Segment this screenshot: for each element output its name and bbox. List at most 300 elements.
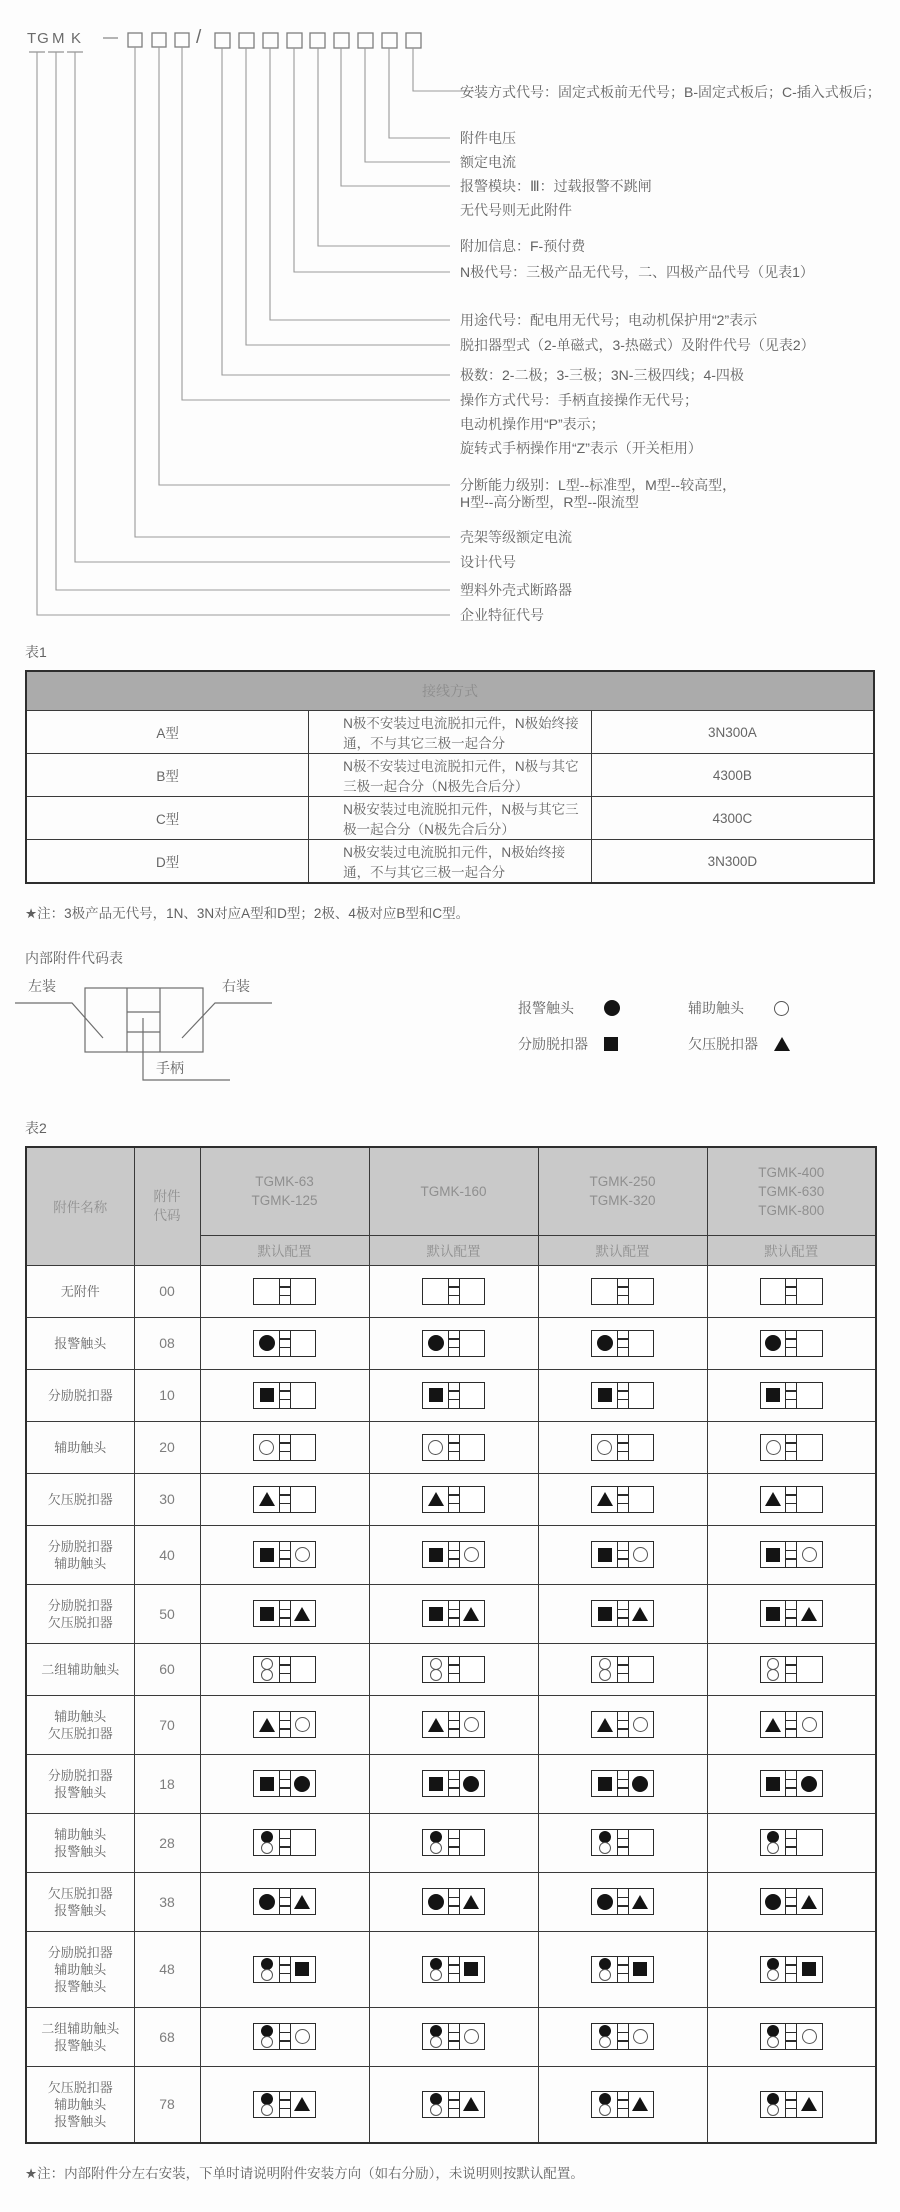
symbol-uv-icon <box>428 1492 444 1506</box>
stacked-symbols <box>261 1658 273 1681</box>
symbol-alarm-icon <box>632 1776 648 1792</box>
diagram-left-slot <box>253 2023 280 2050</box>
symbol-shunt-icon <box>766 1548 780 1562</box>
model-name: TGMK-630 <box>758 1183 825 1199</box>
diagram-right-slot <box>289 1770 316 1797</box>
diagram-left-slot <box>422 1829 449 1856</box>
table2-row <box>26 1931 876 2007</box>
diagram-handle-strip <box>448 1330 460 1357</box>
diagram-left-slot <box>760 1656 787 1683</box>
symbol-alarm-icon <box>463 1776 479 1792</box>
accessory-code: 18 <box>134 1754 200 1813</box>
symbol-alarm-icon <box>801 1776 817 1792</box>
accessory-section-heading: 内部附件代码表 <box>25 950 123 966</box>
config-diagram <box>591 1888 654 1915</box>
symbol-shunt-icon <box>429 1777 443 1791</box>
diagram-right-slot <box>458 2091 485 2118</box>
symbol-alarm-icon <box>597 1894 613 1910</box>
stacked-symbols <box>599 2093 611 2116</box>
accessory-name-line: 报警触头 <box>54 1902 107 1918</box>
stacked-symbols <box>767 2025 779 2048</box>
model-code-label: 无代号则无此附件 <box>460 202 572 218</box>
default-config-cell <box>707 1473 876 1525</box>
config-diagram <box>591 1656 654 1683</box>
symbol-shunt-icon <box>260 1388 274 1402</box>
diagram-left-slot <box>591 1382 618 1409</box>
diagram-left-slot <box>253 1541 280 1568</box>
symbol-aux-icon <box>767 1658 779 1670</box>
config-diagram <box>422 2091 485 2118</box>
diagram-left-slot <box>591 1711 618 1738</box>
model-name: TGMK-63 <box>255 1174 314 1190</box>
symbol-aux-icon <box>633 1547 648 1562</box>
accessory-code: 20 <box>134 1421 200 1473</box>
symbol-alarm-icon <box>604 1000 620 1016</box>
legend-label: 欠压脱扣器 <box>688 1036 758 1052</box>
symbol-aux-icon <box>430 1842 442 1854</box>
config-diagram <box>253 1382 316 1409</box>
accessory-name <box>26 1525 134 1584</box>
accessory-code: 48 <box>134 1931 200 2007</box>
wiring-description: N极不安装过电流脱扣元件，N极始终接通，不与其它三极一起合分 <box>309 711 592 754</box>
diagram-right-slot <box>458 1434 485 1461</box>
stacked-symbols <box>261 1958 273 1981</box>
model-prefix-tg: TG <box>27 30 50 47</box>
default-config-cell <box>200 1525 369 1584</box>
symbol-aux-icon <box>261 1669 273 1681</box>
diagram-handle-strip <box>279 1770 291 1797</box>
model-code-label: 电动机操作用“P”表示； <box>460 416 605 432</box>
diagram-left-slot <box>760 2091 787 2118</box>
config-diagram <box>591 1278 654 1305</box>
config-diagram <box>253 2023 316 2050</box>
legend-item <box>688 998 789 1018</box>
config-diagram <box>760 1888 823 1915</box>
default-config-cell <box>200 1754 369 1813</box>
config-diagram <box>591 1382 654 1409</box>
symbol-aux-icon <box>430 1669 442 1681</box>
symbol-uv-icon <box>765 1718 781 1732</box>
symbol-shunt-icon <box>633 1962 647 1976</box>
symbol-alarm-icon <box>259 1894 275 1910</box>
accessory-name-line: 欠压脱扣器 <box>47 1725 113 1741</box>
diagram-right-slot <box>458 1656 485 1683</box>
diagram-left-slot <box>422 1600 449 1627</box>
accessory-name <box>26 2007 134 2066</box>
accessory-name <box>26 1421 134 1473</box>
symbol-alarm-icon <box>767 1958 779 1970</box>
table1-row <box>26 797 874 840</box>
diagram-handle-strip <box>279 1956 291 1983</box>
diagram-handle-strip <box>785 1541 797 1568</box>
wiring-code: 4300B <box>591 754 874 797</box>
diagram-handle-strip <box>279 1888 291 1915</box>
diagram-left-slot <box>422 1711 449 1738</box>
model-code-label: 企业特征代号 <box>460 607 544 623</box>
diagram-right-slot <box>796 1600 823 1627</box>
default-config-header: 默认配置 <box>369 1235 538 1265</box>
wiring-description: N极安装过电流脱扣元件，N极与其它三极一起合分（N极先合后分） <box>309 797 592 840</box>
default-config-cell <box>369 1643 538 1695</box>
diagram-right-slot <box>796 1711 823 1738</box>
accessory-code: 00 <box>134 1265 200 1317</box>
diagram-handle-strip <box>785 2091 797 2118</box>
config-diagram <box>422 1278 485 1305</box>
config-diagram <box>422 1330 485 1357</box>
symbol-shunt-icon <box>766 1777 780 1791</box>
config-diagram <box>253 2091 316 2118</box>
diagram-handle-strip <box>617 1600 629 1627</box>
left-install-label: 左装 <box>28 978 56 994</box>
diagram-left-slot <box>760 1486 787 1513</box>
diagram-left-slot <box>253 1434 280 1461</box>
default-config-cell <box>200 1317 369 1369</box>
accessory-name-line: 辅助触头 <box>54 1961 107 1977</box>
wiring-description: N极安装过电流脱扣元件，N极始终接通，不与其它三极一起合分 <box>309 840 592 884</box>
table1-row <box>26 711 874 754</box>
accessory-name-line: 分励脱扣器 <box>47 1767 113 1783</box>
accessory-name-line: 分励脱扣器 <box>47 1387 113 1403</box>
diagram-right-slot <box>458 1541 485 1568</box>
config-diagram <box>422 1434 485 1461</box>
default-config-cell <box>200 1643 369 1695</box>
accessory-code: 30 <box>134 1473 200 1525</box>
diagram-handle-strip <box>617 2023 629 2050</box>
diagram-right-slot <box>796 1330 823 1357</box>
diagram-handle-strip <box>279 1600 291 1627</box>
wiring-code: 3N300D <box>591 840 874 884</box>
symbol-uv-icon <box>463 1607 479 1621</box>
diagram-right-slot <box>289 1382 316 1409</box>
diagram-left-slot <box>760 1600 787 1627</box>
model-code-label: H型--高分断型，R型--限流型 <box>460 494 639 510</box>
diagram-handle-strip <box>617 1434 629 1461</box>
default-config-cell <box>538 1265 707 1317</box>
config-diagram <box>760 1711 823 1738</box>
accessory-name <box>26 1265 134 1317</box>
diagram-handle-strip <box>617 2091 629 2118</box>
default-config-cell <box>369 1754 538 1813</box>
diagram-left-slot <box>422 1330 449 1357</box>
diagram-handle-strip <box>785 1770 797 1797</box>
accessory-name <box>26 1473 134 1525</box>
symbol-aux-icon <box>766 1440 781 1455</box>
default-config-cell <box>200 1695 369 1754</box>
config-diagram <box>422 1770 485 1797</box>
default-config-header: 默认配置 <box>538 1235 707 1265</box>
symbol-shunt-icon <box>429 1388 443 1402</box>
accessory-name <box>26 1369 134 1421</box>
diagram-left-slot <box>591 2023 618 2050</box>
diagram-handle-strip <box>448 1486 460 1513</box>
diagram-handle-strip <box>785 1711 797 1738</box>
accessory-name-line: 欠压脱扣器 <box>47 1491 113 1507</box>
stacked-symbols <box>599 1958 611 1981</box>
symbol-aux-icon <box>633 1717 648 1732</box>
diagram-handle-strip <box>448 1656 460 1683</box>
accessory-code: 78 <box>134 2066 200 2143</box>
accessory-code: 38 <box>134 1872 200 1931</box>
accessory-name <box>26 1317 134 1369</box>
symbol-aux-icon <box>802 1717 817 1732</box>
model-code-label: 附加信息：F-预付费 <box>460 238 586 254</box>
diagram-handle-strip <box>448 1770 460 1797</box>
symbol-aux-icon <box>599 1842 611 1854</box>
default-config-cell <box>200 1584 369 1643</box>
model-code-label: 额定电流 <box>460 154 516 170</box>
diagram-right-slot <box>796 1541 823 1568</box>
symbol-shunt-icon <box>766 1607 780 1621</box>
diagram-right-slot <box>289 1956 316 1983</box>
config-diagram <box>760 1656 823 1683</box>
diagram-left-slot <box>253 1382 280 1409</box>
symbol-shunt-icon <box>260 1777 274 1791</box>
default-config-cell <box>200 1369 369 1421</box>
diagram-right-slot <box>458 1382 485 1409</box>
config-diagram <box>422 1486 485 1513</box>
config-diagram <box>591 1956 654 1983</box>
config-diagram <box>760 1770 823 1797</box>
model-code-label: 用途代号：配电用无代号；电动机保护用“2”表示 <box>460 312 758 328</box>
diagram-handle-strip <box>785 1656 797 1683</box>
accessory-name <box>26 1695 134 1754</box>
symbol-aux-icon <box>261 1658 273 1670</box>
table1-note: ★注：3极产品无代号，1N、3N对应A型和D型；2极、4极对应B型和C型。 <box>25 906 470 921</box>
symbol-shunt-icon <box>802 1962 816 1976</box>
config-diagram <box>253 1541 316 1568</box>
config-diagram <box>591 1434 654 1461</box>
config-diagram <box>253 1486 316 1513</box>
wiring-type: C型 <box>26 797 309 840</box>
diagram-left-slot <box>253 1600 280 1627</box>
config-diagram <box>253 1656 316 1683</box>
stacked-symbols <box>430 2025 442 2048</box>
handle-label: 手柄 <box>156 1060 184 1076</box>
diagram-handle-strip <box>617 1956 629 1983</box>
table2-row <box>26 1369 876 1421</box>
default-config-cell <box>707 2007 876 2066</box>
config-diagram <box>422 1956 485 1983</box>
table2-row <box>26 1872 876 1931</box>
config-diagram <box>253 1956 316 1983</box>
diagram-handle-strip <box>785 1382 797 1409</box>
diagram-right-slot <box>458 1770 485 1797</box>
diagram-right-slot <box>289 1888 316 1915</box>
accessory-name-line: 辅助触头 <box>54 2096 107 2112</box>
config-diagram <box>760 1541 823 1568</box>
diagram-right-slot <box>796 2091 823 2118</box>
symbol-aux-icon <box>767 1969 779 1981</box>
model-code-label: 设计代号 <box>460 554 516 570</box>
symbol-shunt-icon <box>295 1962 309 1976</box>
diagram-left-slot <box>591 1434 618 1461</box>
table2-row <box>26 1473 876 1525</box>
config-diagram <box>591 1600 654 1627</box>
model-prefix-k: K <box>71 30 83 47</box>
config-diagram <box>422 1888 485 1915</box>
diagram-handle-strip <box>279 1829 291 1856</box>
config-diagram <box>253 1770 316 1797</box>
diagram-right-slot <box>627 1330 654 1357</box>
wiring-type: A型 <box>26 711 309 754</box>
model-code-label: 极数：2-二极；3-三极；3N-三极四线；4-四极 <box>460 367 744 383</box>
diagram-right-slot <box>289 1656 316 1683</box>
symbol-aux-icon <box>261 2104 273 2116</box>
default-config-cell <box>538 2066 707 2143</box>
diagram-handle-strip <box>617 1888 629 1915</box>
config-diagram <box>591 1829 654 1856</box>
default-config-header: 默认配置 <box>200 1235 369 1265</box>
diagram-left-slot <box>760 1956 787 1983</box>
diagram-handle-strip <box>617 1330 629 1357</box>
diagram-handle-strip <box>448 1382 460 1409</box>
symbol-aux-icon <box>261 1969 273 1981</box>
symbol-aux-icon <box>295 1547 310 1562</box>
stacked-symbols <box>261 2093 273 2116</box>
default-config-cell <box>707 1584 876 1643</box>
diagram-left-slot <box>591 1486 618 1513</box>
diagram-right-slot <box>289 1829 316 1856</box>
stacked-symbols <box>430 1958 442 1981</box>
stacked-symbols <box>767 2093 779 2116</box>
config-diagram <box>422 1656 485 1683</box>
right-install-label: 右装 <box>222 978 250 994</box>
symbol-uv-icon <box>597 1718 613 1732</box>
symbol-aux-icon <box>430 1969 442 1981</box>
model-code-label: 壳架等级额定电流 <box>460 529 572 545</box>
model-name: TGMK-160 <box>420 1183 487 1199</box>
symbol-alarm-icon <box>430 1958 442 1970</box>
symbol-aux-icon <box>767 2104 779 2116</box>
model-group-header <box>369 1147 538 1235</box>
accessory-code: 28 <box>134 1813 200 1872</box>
default-config-cell <box>369 1421 538 1473</box>
accessory-code-column-header: 附件 代码 <box>134 1147 200 1265</box>
diagram-right-slot <box>796 1656 823 1683</box>
default-config-cell <box>200 2066 369 2143</box>
accessory-name <box>26 1584 134 1643</box>
symbol-aux-icon <box>767 2036 779 2048</box>
diagram-right-slot <box>627 1888 654 1915</box>
symbol-uv-icon <box>801 1895 817 1909</box>
default-config-cell <box>369 1369 538 1421</box>
symbol-aux-icon <box>802 1547 817 1562</box>
diagram-handle-strip <box>279 1486 291 1513</box>
diagram-handle-strip <box>279 1434 291 1461</box>
wiring-type: D型 <box>26 840 309 884</box>
diagram-handle-strip <box>617 1711 629 1738</box>
symbol-alarm-icon <box>294 1776 310 1792</box>
diagram-right-slot <box>627 1434 654 1461</box>
diagram-right-slot <box>796 1956 823 1983</box>
diagram-left-slot <box>760 1434 787 1461</box>
diagram-right-slot <box>458 2023 485 2050</box>
symbol-uv-icon <box>632 2097 648 2111</box>
diagram-right-slot <box>289 1278 316 1305</box>
default-config-cell <box>707 2066 876 2143</box>
config-diagram <box>422 1829 485 1856</box>
diagram-right-slot <box>289 1434 316 1461</box>
diagram-right-slot <box>289 1711 316 1738</box>
default-config-cell <box>707 1525 876 1584</box>
config-diagram <box>760 1829 823 1856</box>
symbol-shunt-icon <box>429 1607 443 1621</box>
symbol-alarm-icon <box>765 1894 781 1910</box>
default-config-cell <box>538 1813 707 1872</box>
symbol-aux-icon <box>430 2104 442 2116</box>
legend-item <box>688 1034 790 1054</box>
symbol-uv-icon <box>259 1718 275 1732</box>
diagram-handle-strip <box>785 1888 797 1915</box>
default-config-cell <box>200 1813 369 1872</box>
symbol-shunt-icon <box>766 1388 780 1402</box>
symbol-aux-icon <box>430 2036 442 2048</box>
diagram-left-slot <box>422 1541 449 1568</box>
default-config-cell <box>369 1872 538 1931</box>
default-config-cell <box>200 1421 369 1473</box>
symbol-alarm-icon <box>599 1958 611 1970</box>
default-config-cell <box>369 1584 538 1643</box>
accessory-name-column-header: 附件名称 <box>26 1147 134 1265</box>
diagram-left-slot <box>422 2091 449 2118</box>
diagram-left-slot <box>591 2091 618 2118</box>
accessory-code: 70 <box>134 1695 200 1754</box>
symbol-shunt-icon <box>598 1388 612 1402</box>
config-diagram <box>591 1486 654 1513</box>
diagram-right-slot <box>458 1956 485 1983</box>
default-config-cell <box>200 1872 369 1931</box>
default-config-cell <box>369 1813 538 1872</box>
diagram-handle-strip <box>785 1600 797 1627</box>
diagram-right-slot <box>458 1486 485 1513</box>
config-diagram <box>591 2091 654 2118</box>
default-config-cell <box>200 1265 369 1317</box>
diagram-left-slot <box>422 1656 449 1683</box>
diagram-left-slot <box>760 1888 787 1915</box>
accessory-name-line: 报警触头 <box>54 1843 107 1859</box>
default-config-cell <box>538 1695 707 1754</box>
accessory-name-line: 欠压脱扣器 <box>47 2079 113 2095</box>
accessory-install-diagram <box>0 968 900 1118</box>
default-config-cell <box>369 2007 538 2066</box>
table2-row <box>26 1695 876 1754</box>
symbol-aux-icon <box>597 1440 612 1455</box>
diagram-right-slot <box>796 1382 823 1409</box>
default-config-cell <box>707 1643 876 1695</box>
symbol-aux-icon <box>599 1658 611 1670</box>
accessory-name-line: 报警触头 <box>54 2113 107 2129</box>
diagram-handle-strip <box>279 1278 291 1305</box>
config-diagram <box>760 1330 823 1357</box>
config-diagram <box>591 1711 654 1738</box>
symbol-aux-icon <box>599 1969 611 1981</box>
diagram-right-slot <box>289 1330 316 1357</box>
table2-row <box>26 1265 876 1317</box>
default-config-cell <box>538 1317 707 1369</box>
config-diagram <box>422 1600 485 1627</box>
default-config-cell <box>538 2007 707 2066</box>
symbol-uv-icon <box>294 1895 310 1909</box>
model-code-diagram <box>0 0 900 642</box>
symbol-uv-icon <box>428 1718 444 1732</box>
diagram-left-slot <box>253 1486 280 1513</box>
symbol-uv-icon <box>765 1492 781 1506</box>
diagram-right-slot <box>627 1382 654 1409</box>
diagram-left-slot <box>422 1956 449 1983</box>
default-config-cell <box>538 1584 707 1643</box>
table2-row <box>26 1813 876 1872</box>
model-group-header <box>538 1147 707 1235</box>
